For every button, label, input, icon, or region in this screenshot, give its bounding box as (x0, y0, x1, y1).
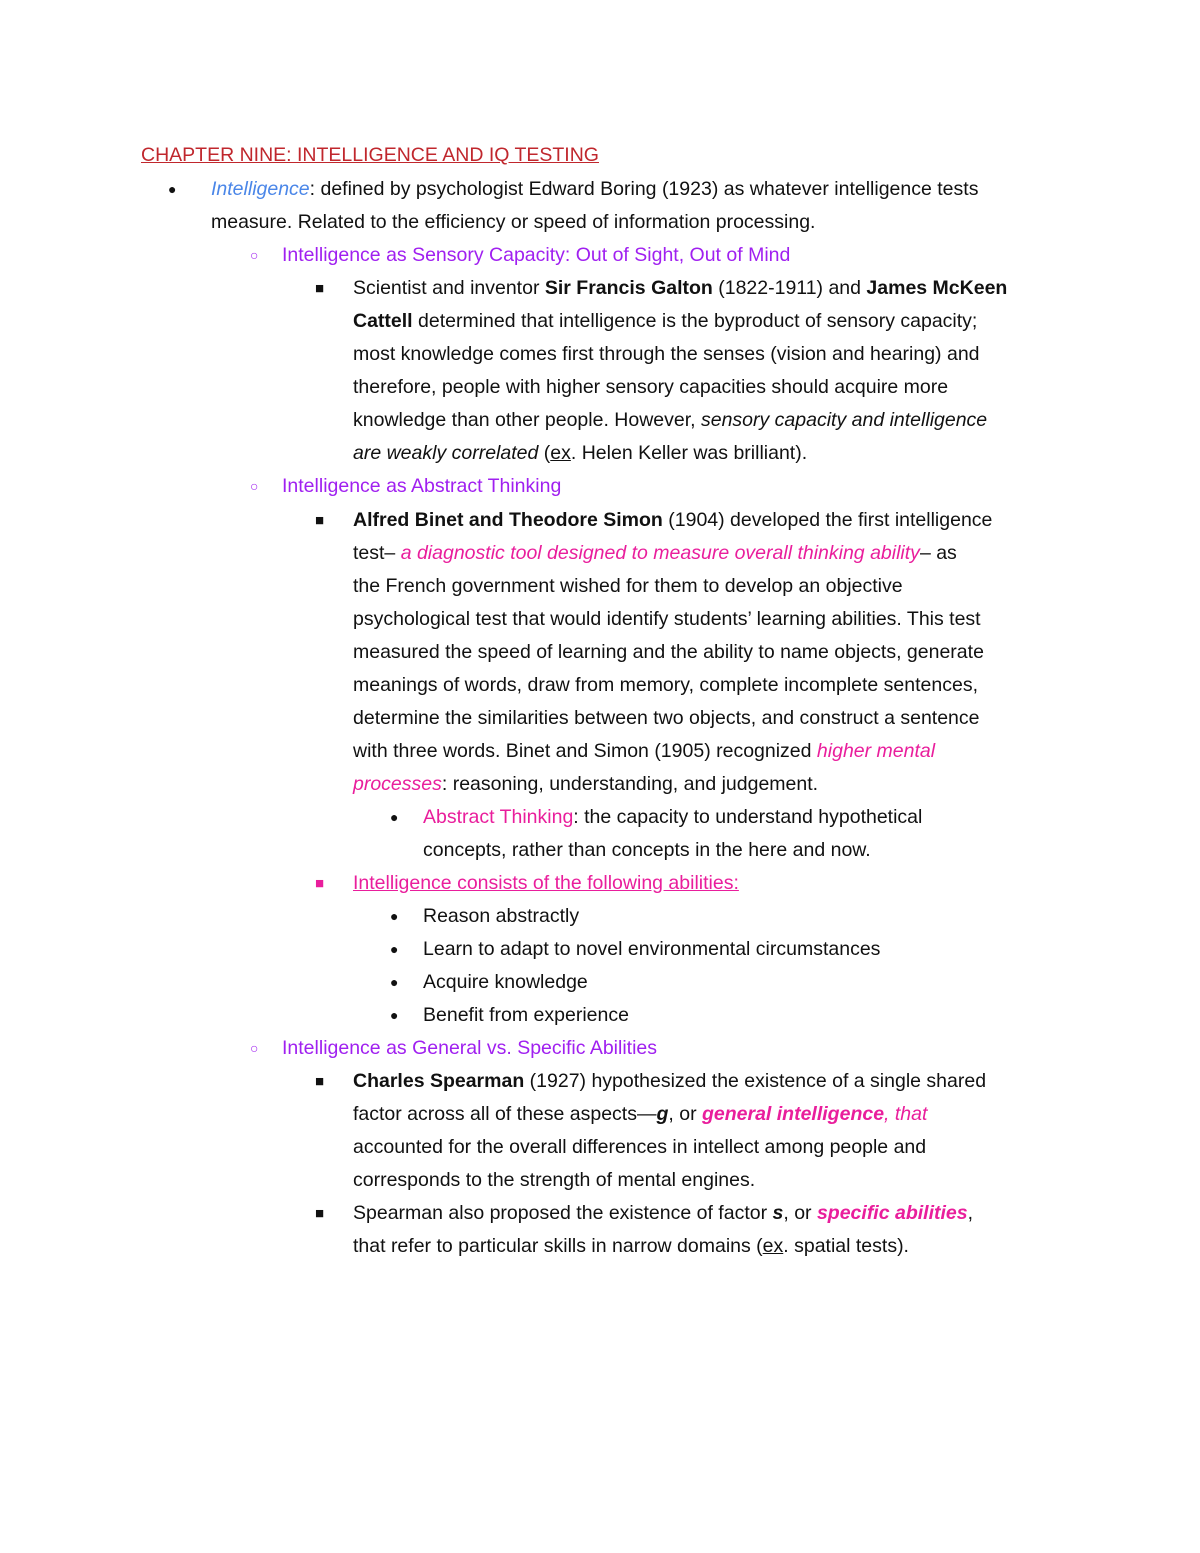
abstract-thinking-line-1: Abstract Thinking: the capacity to understand hypothetical (423, 806, 923, 828)
bullet-dot-icon: ● (390, 809, 399, 825)
intro-line-2: measure. Related to the efficiency or speed of information processing. (211, 211, 816, 233)
bullet-square-icon: ■ (315, 512, 325, 529)
bullet-dot-icon: ● (390, 941, 399, 957)
sensory-line-3: most knowledge comes first through the senses (vision and hearing) and (353, 343, 980, 365)
bullet-square-icon: ■ (315, 280, 325, 297)
bullet-dot-icon: ● (390, 908, 399, 924)
abstract-line-3: the French government wished for them to develop an objective (353, 575, 903, 597)
list-item: Acquire knowledge (423, 971, 588, 993)
bullet-circle-icon: ○ (250, 247, 259, 263)
sensory-line-1: Scientist and inventor Sir Francis Galton (1822-1911) and James McKeen (353, 277, 1008, 299)
spearman-line-2: factor across all of these aspects—g, or general intelligence, that (353, 1103, 928, 1125)
bullet-square-icon: ■ (315, 1073, 325, 1090)
abstract-line-1: Alfred Binet and Theodore Simon (1904) developed the first intelligence (353, 509, 993, 531)
chapter-title: CHAPTER NINE: INTELLIGENCE AND IQ TESTING (141, 144, 599, 166)
sensory-line-6: are weakly correlated (ex. Helen Keller was brilliant). (353, 442, 808, 464)
section-heading-abstract: Intelligence as Abstract Thinking (282, 475, 562, 497)
abstract-line-2: test– a diagnostic tool designed to measure overall thinking ability– as (353, 542, 957, 564)
abstract-line-5: measured the speed of learning and the ability to name objects, generate (353, 641, 984, 663)
list-item: Reason abstractly (423, 905, 580, 927)
abstract-line-6: meanings of words, draw from memory, complete incomplete sentences, (353, 674, 978, 696)
abstract-line-7: determine the similarities between two objects, and construct a sentence (353, 707, 980, 729)
abstract-thinking-line-2: concepts, rather than concepts in the here and now. (423, 839, 871, 861)
abilities-heading: Intelligence consists of the following abilities: (353, 872, 739, 894)
specific-line-1: Spearman also proposed the existence of factor s, or specific abilities, (353, 1202, 974, 1224)
sensory-line-5: knowledge than other people. However, sensory capacity and intelligence (353, 409, 988, 431)
abstract-line-4: psychological test that would identify students’ learning abilities. This test (353, 608, 981, 630)
bullet-square-icon: ■ (315, 875, 325, 892)
bullet-square-icon: ■ (315, 1205, 325, 1222)
list-item: Learn to adapt to novel environmental circumstances (423, 938, 881, 960)
section-heading-sensory: Intelligence as Sensory Capacity: Out of Sight, Out of Mind (282, 244, 791, 266)
bullet-dot-icon: ● (390, 1007, 399, 1023)
sensory-line-2: Cattell determined that intelligence is the byproduct of sensory capacity; (353, 310, 978, 332)
list-item: Benefit from experience (423, 1004, 629, 1026)
abstract-line-9: processes: reasoning, understanding, and judgement. (353, 773, 819, 795)
section-heading-general-specific: Intelligence as General vs. Specific Abilities (282, 1037, 658, 1059)
spearman-line-1: Charles Spearman (1927) hypothesized the existence of a single shared (353, 1070, 987, 1092)
bullet-dot-icon: ● (390, 974, 399, 990)
intelligence-term: Intelligence (211, 178, 310, 200)
bullet-circle-icon: ○ (250, 478, 259, 494)
intro-line-1: Intelligence: defined by psychologist Edward Boring (1923) as whatever intelligence tests (211, 178, 979, 200)
bullet-circle-icon: ○ (250, 1040, 259, 1056)
spearman-line-3: accounted for the overall differences in intellect among people and (353, 1136, 927, 1158)
spearman-line-4: corresponds to the strength of mental engines. (353, 1169, 756, 1191)
specific-line-2: that refer to particular skills in narrow domains (ex. spatial tests). (353, 1235, 909, 1257)
sensory-line-4: therefore, people with higher sensory capacities should acquire more (353, 376, 949, 398)
abstract-line-8: with three words. Binet and Simon (1905) recognized higher mental (353, 740, 936, 762)
bullet-dot-icon: ● (168, 181, 177, 197)
